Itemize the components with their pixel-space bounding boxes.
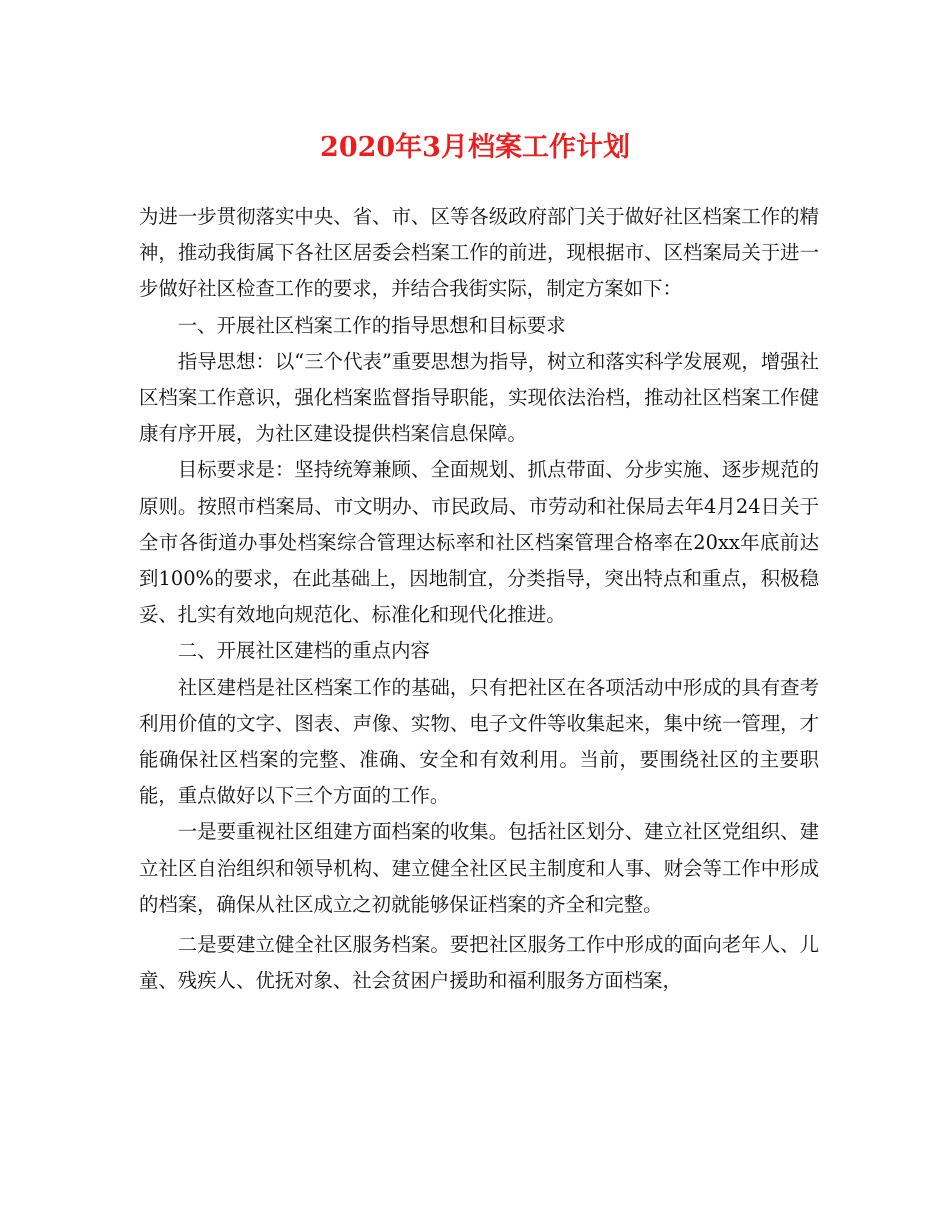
paragraph-intro: 为进一步贯彻落实中央、省、市、区等各级政府部门关于做好社区档案工作的精神，推动我街属下各社区居委会档案工作的前进，现根据市、区档案局关于进一步做好社区检查工作的要求，并结合我街实际，制定方案如下： [139, 205, 819, 301]
document-title: 2020年3月档案工作计划 [320, 132, 630, 163]
paragraph-target-requirements: 目标要求是：坚持统筹兼顾、全面规划、抓点带面、分步实施、逐步规范的原则。按照市档案局、市文明办、市民政局、市劳动和社保局去年4月24日关于全市各街道办事处档案综合管理达标率和社区档案管理合格率在20xx年底前达到100%的要求，在此基础上，因地制宜，分类指导，突出特点和重点，积极稳妥、扎实有效地向规范化、标准化和现代化推进。 [139, 458, 819, 627]
paragraph-archive-foundation: 社区建档是社区档案工作的基础，只有把社区在各项活动中形成的具有查考利用价值的文字、图表、声像、实物、电子文件等收集起来，集中统一管理，才能确保社区档案的完整、准确、安全和有效利用。当前，要围绕社区的主要职能，重点做好以下三个方面的工作。 [139, 675, 819, 808]
paragraph-point-one: 一是要重视社区组建方面档案的收集。包括社区划分、建立社区党组织、建立社区自治组织和领导机构、建立健全社区民主制度和人事、财会等工作中形成的档案，确保从社区成立之初就能够保证档案的齐全和完整。 [139, 820, 819, 916]
paragraph-guiding-thought: 指导思想：以“三个代表”重要思想为指导，树立和落实科学发展观，增强社区档案工作意识，强化档案监督指导职能，实现依法治档，推动社区档案工作健康有序开展，为社区建设提供档案信息保障。 [139, 349, 819, 446]
paragraph-point-two: 二是要建立健全社区服务档案。要把社区服务工作中形成的面向老年人、儿童、残疾人、优抚对象、社会贫困户援助和福利服务方面档案， [139, 933, 819, 993]
document-body [139, 199, 819, 999]
section-heading-guiding-thoughts: 一、开展社区档案工作的指导思想和目标要求 [177, 313, 566, 337]
section-heading-key-contents: 二、开展社区建档的重点内容 [177, 639, 430, 663]
